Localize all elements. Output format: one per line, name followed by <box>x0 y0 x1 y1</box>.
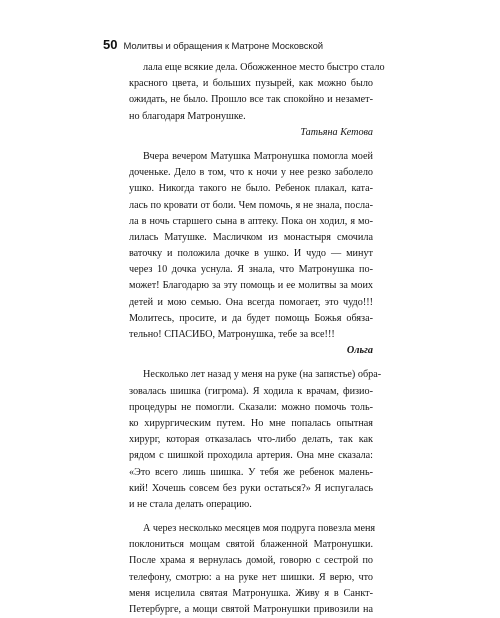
text-line: через 10 дочка уснула. Я знала, что Матронушка по- <box>129 264 373 276</box>
text-line: и не стала делать операцию. <box>129 498 252 510</box>
text-line: меня исцелила святая Матронушка. Живу я в Санкт- <box>129 587 373 599</box>
page-number: 50 <box>103 37 118 52</box>
text-line: ла в ночь старшего сына в аптеку. Пока он ходил, я мо- <box>129 215 373 227</box>
text-line: А через несколько месяцев моя подруга повезла меня <box>143 523 376 535</box>
text-line: лилась Матушке. Масличком из монастыря смочила <box>129 231 373 243</box>
author-signature: Татьяна Кетова <box>300 126 373 138</box>
page-body <box>129 60 385 618</box>
text-line: зовалась шишка (гигрома). Я ходила к врачам, физио- <box>129 385 373 397</box>
text-line: Несколько лет назад у меня на руке (на запястье) обра- <box>143 369 382 381</box>
text-line: тельно! СПАСИБО, Матронушка, тебе за все!!! <box>129 329 335 340</box>
text-line: «Это всего лишь шишка. У тебя же ребенок малень- <box>129 466 373 478</box>
text-line: рядом с шишкой проходила артерия. Она мне сказала: <box>129 450 373 462</box>
text-line: ко хирургическим путем. Но мне попалась опытная <box>129 417 373 429</box>
text-line: но благодаря Матронушке. <box>129 110 246 122</box>
text-line: доченьке. Дело в том, что к ночи у нее резко заболело <box>129 167 373 179</box>
paragraph-gap <box>129 359 373 367</box>
text-line: лась по кровати от боли. Чем помочь, я не знала, посла- <box>129 199 373 211</box>
text-line: лала еще всякие дела. Обожженное место быстро стало <box>143 62 385 73</box>
text-line: ожидать, не было. Прошло все так спокойно и незамет- <box>129 94 373 106</box>
paragraph <box>129 367 382 513</box>
running-title: Молитвы и обращения к Матроне Московской <box>123 41 323 52</box>
text-line: красного цвета, и больших пузырей, как можно было <box>129 78 373 90</box>
author-signature: Ольга <box>346 345 373 357</box>
text-line: может! Благодарю за эту помощь и ее молитвы за моих <box>129 280 373 292</box>
text-line: кий! Хочешь совсем без руки остаться?» Я испугалась <box>129 482 373 494</box>
text-line: Молитесь, просите, и да будет помощь Божья обяза- <box>129 312 373 324</box>
paragraph-gap <box>129 513 373 521</box>
paragraph <box>129 521 376 618</box>
text-line: телефону, смотрю: а на руке нет шишки. Я верю, что <box>129 571 373 583</box>
paragraph <box>129 149 373 343</box>
text-line: Вчера вечером Матушка Матронушка помогла моей <box>143 150 373 162</box>
paragraph <box>129 60 385 125</box>
text-line: После храма я вернулась домой, говорю с сестрой по <box>129 555 373 567</box>
text-line: поклониться мощам святой блаженной Матронушки. <box>129 539 373 551</box>
paragraph-gap <box>129 141 373 149</box>
page-header <box>103 37 323 52</box>
text-line: ушко. Никогда такого не было. Ребенок плакал, ката- <box>129 183 373 195</box>
text-line: детей и мою семью. Она всегда помогает, это чудо!!! <box>129 296 373 308</box>
text-line: Петербурге, а мощи святой Матронушки привозили на <box>129 604 373 615</box>
text-line: процедуры не помогли. Сказали: можно помочь толь- <box>129 401 373 413</box>
text-line: ваточку и положила дочке в ушко. И чудо — минут <box>129 248 373 260</box>
text-line: хирург, которая отказалась что-либо делать, так как <box>129 434 373 446</box>
